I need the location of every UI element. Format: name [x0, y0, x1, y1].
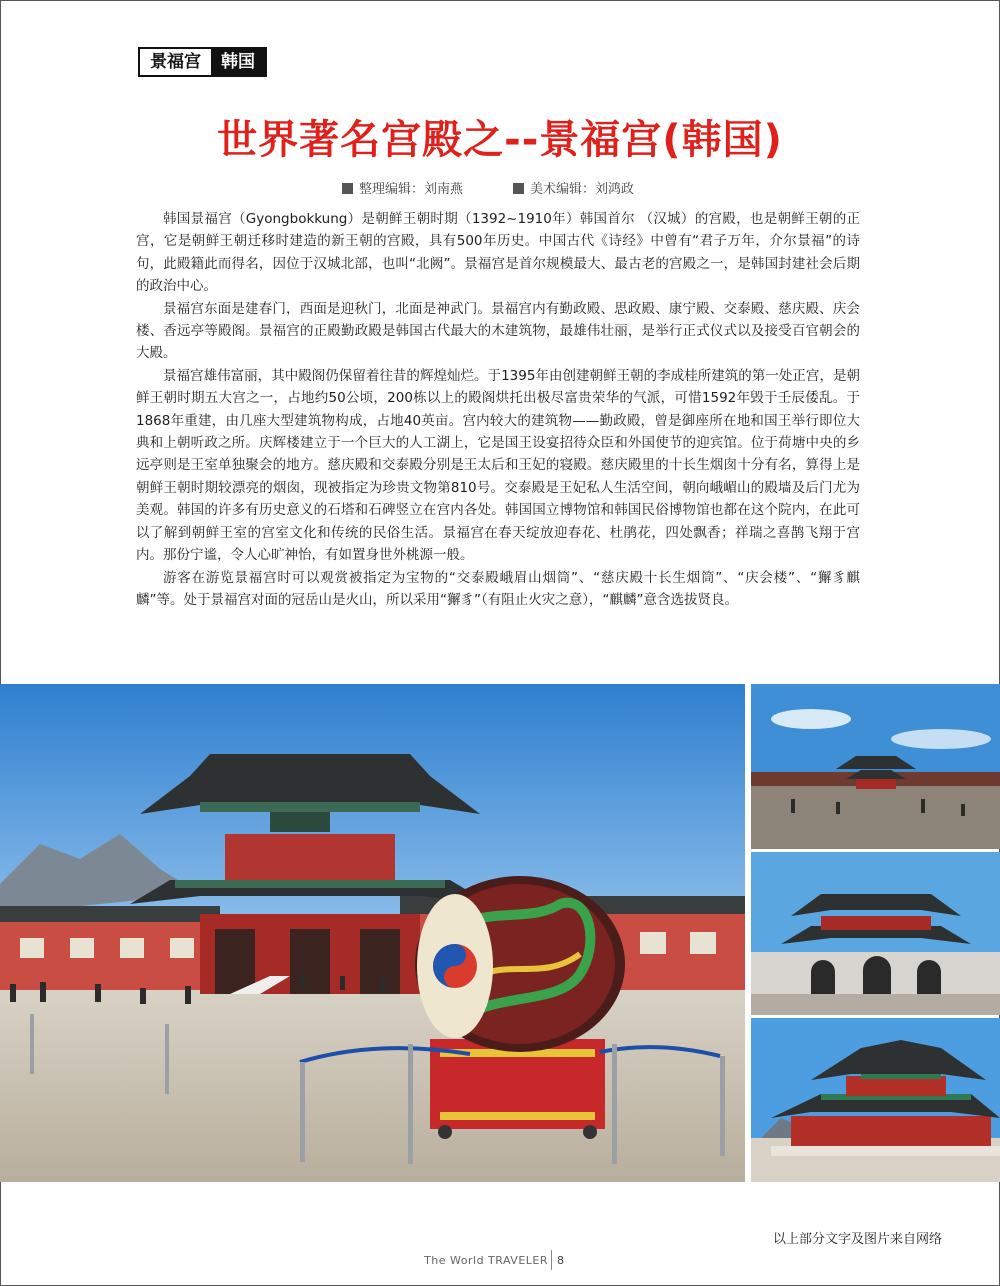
- courtyard-illustration: [751, 684, 1000, 849]
- paragraph-1: 韩国景福宫（Gyongbokkung）是朝鲜王朝时期（1392~1910年）韩国首尔 （汉城）的宫殿，也是朝鲜王朝的正宫，它是朝鲜王朝迁移时建造的新王朝的宫殿，具有500年历史。中国古代《诗经》中曾有“君子万年，介尔景福”的诗句，此殿籍此而得名，因位于汉城北部，也叫“北阙”。景福宫是首尔规模最大、最古老的宫殿之一，是韩国封建社会后期的政治中心。: [136, 211, 860, 295]
- square-bullet-icon: [513, 183, 524, 194]
- main-photo-palace-drum: [0, 684, 745, 1182]
- paragraph-2: 景福宫东面是建春门，西面是迎秋门，北面是神武门。景福宫内有勤政殿、思政殿、康宁殿、交泰殿、慈庆殿、庆会楼、香远亭等殿阁。景福宫的正殿勤政殿是韩国古代最大的木建筑物，最雄伟壮丽，是举行正式仪式以及接受百官朝会的大殿。: [136, 300, 860, 362]
- gate-illustration: [751, 852, 1000, 1015]
- paragraph-4: 游客在游览景福宫时可以观赏被指定为宝物的“交泰殿峨眉山烟筒”、“慈庆殿十长生烟筒”、“庆会楼”、“獬豸麒麟”等。处于景福宫对面的冠岳山是火山，所以采用“獬豸”（有阻止火灾之意），“麒麟”意含选拔贤良。: [136, 569, 860, 608]
- art-editor-credit: [513, 178, 634, 197]
- art-editor-credit-text: 美术编辑：刘鸿政: [530, 182, 635, 197]
- credits: [342, 178, 634, 197]
- palace-drum-illustration: [0, 684, 745, 1182]
- article-body: [136, 208, 860, 611]
- page-footer: [0, 1250, 1000, 1270]
- square-bullet-icon: [342, 183, 353, 194]
- magazine-name: The World TRAVELER: [424, 1254, 548, 1267]
- section-tag-country: 韩国: [211, 49, 265, 75]
- article-title: 世界著名宫殿之--景福宫(韩国): [217, 117, 783, 163]
- side-photo-gate: [751, 852, 1000, 1015]
- side-photo-pavilion: [751, 1018, 1000, 1182]
- pavilion-illustration: [751, 1018, 1000, 1182]
- section-tag-place: 景福宫: [140, 49, 211, 75]
- footer-divider: [551, 1250, 552, 1270]
- editor-credit-text: 整理编辑：刘南燕: [359, 182, 464, 197]
- editor-credit: [342, 178, 463, 197]
- paragraph-3: 景福宫雄伟富丽，其中殿阁仍保留着往昔的辉煌灿烂。于1395年由创建朝鲜王朝的李成桂所建筑的第一处正宫，是朝鲜王朝时期五大宫之一，占地约50公顷，200栋以上的殿阁烘托出极尽富贵荣华的气派，可惜1592年毁于壬辰倭乱。于1868年重建，由几座大型建筑物构成，占地40英亩。宫内较大的建筑物——勤政殿，曾是御座所在地和国王举行即位大典和上朝听政之所。庆辉楼建立于一个巨大的人工湖上，它是国王设宴招待众臣和外国使节的迎宾馆。位于荷塘中央的乡远亭则是王室单独聚会的地方。慈庆殿和交泰殿分别是王太后和王妃的寝殿。慈庆殿里的十长生烟囱十分有名，算得上是朝鲜王朝时期较漂亮的烟囱，现被指定为珍贵文物第810号。交泰殿是王妃私人生活空间，朝向峨嵋山的殿墙及后门尤为美观。韩国的许多有历史意义的石塔和石碑竖立在宫内各处。韩国国立博物馆和韩国民俗博物馆也都在这个院内，在此可以了解到朝鲜王室的宫室文化和传统的民俗生活。景福宫在春天绽放迎春花、杜鹃花，四处飘香；祥瑞之喜鹊飞翔于宫内。那份宁谧，令人心旷神怡，有如置身世外桃源一般。: [136, 367, 860, 564]
- page-number: 8: [557, 1254, 564, 1267]
- section-tag: [138, 47, 267, 77]
- source-note: 以上部分文字及图片来自网络: [772, 1232, 942, 1247]
- side-photo-courtyard: [751, 684, 1000, 849]
